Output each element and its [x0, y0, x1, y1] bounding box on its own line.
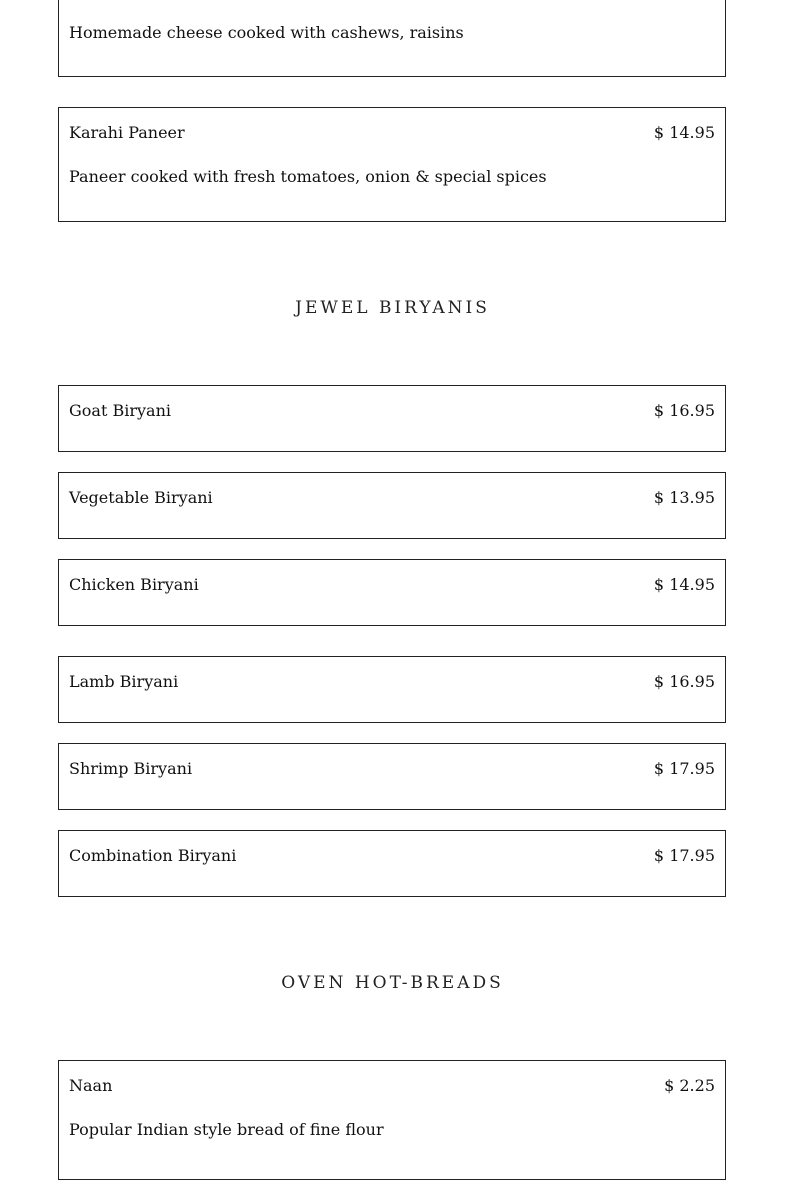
- menu-item-card: [58, 0, 726, 77]
- item-name: Combination Biryani: [69, 846, 237, 865]
- item-price: $ 16.95: [653, 672, 715, 691]
- item-price: $ 17.95: [653, 846, 715, 865]
- item-price: $ 14.95: [653, 123, 715, 142]
- item-description: Popular Indian style bread of fine flour: [69, 1120, 384, 1139]
- menu-item-card: [58, 743, 726, 810]
- item-name: Vegetable Biryani: [69, 488, 213, 507]
- item-price: $ 14.95: [653, 575, 715, 594]
- item-price: $ 13.95: [653, 488, 715, 507]
- menu-item-card: [58, 385, 726, 452]
- item-description: Paneer cooked with fresh tomatoes, onion & special spices: [69, 167, 547, 186]
- menu-item-card: [58, 656, 726, 723]
- item-name: Naan: [69, 1076, 113, 1095]
- item-name: Karahi Paneer: [69, 123, 185, 142]
- menu-item-card: [58, 830, 726, 897]
- item-price: $ 2.25: [664, 1076, 715, 1095]
- item-name: Shrimp Biryani: [69, 759, 193, 778]
- item-price: $ 16.95: [653, 401, 715, 420]
- menu-item-card: [58, 107, 726, 222]
- item-name: Lamb Biryani: [69, 672, 179, 691]
- menu-item-card: [58, 1060, 726, 1180]
- section-heading: JEWEL BIRYANIS: [295, 298, 490, 318]
- item-name: Chicken Biryani: [69, 575, 199, 594]
- menu-item-card: [58, 472, 726, 539]
- item-price: $ 17.95: [653, 759, 715, 778]
- section-heading: OVEN HOT-BREADS: [281, 973, 504, 993]
- menu-item-card: [58, 559, 726, 626]
- item-name: Goat Biryani: [69, 401, 171, 420]
- item-description: Homemade cheese cooked with cashews, raisins: [69, 23, 464, 42]
